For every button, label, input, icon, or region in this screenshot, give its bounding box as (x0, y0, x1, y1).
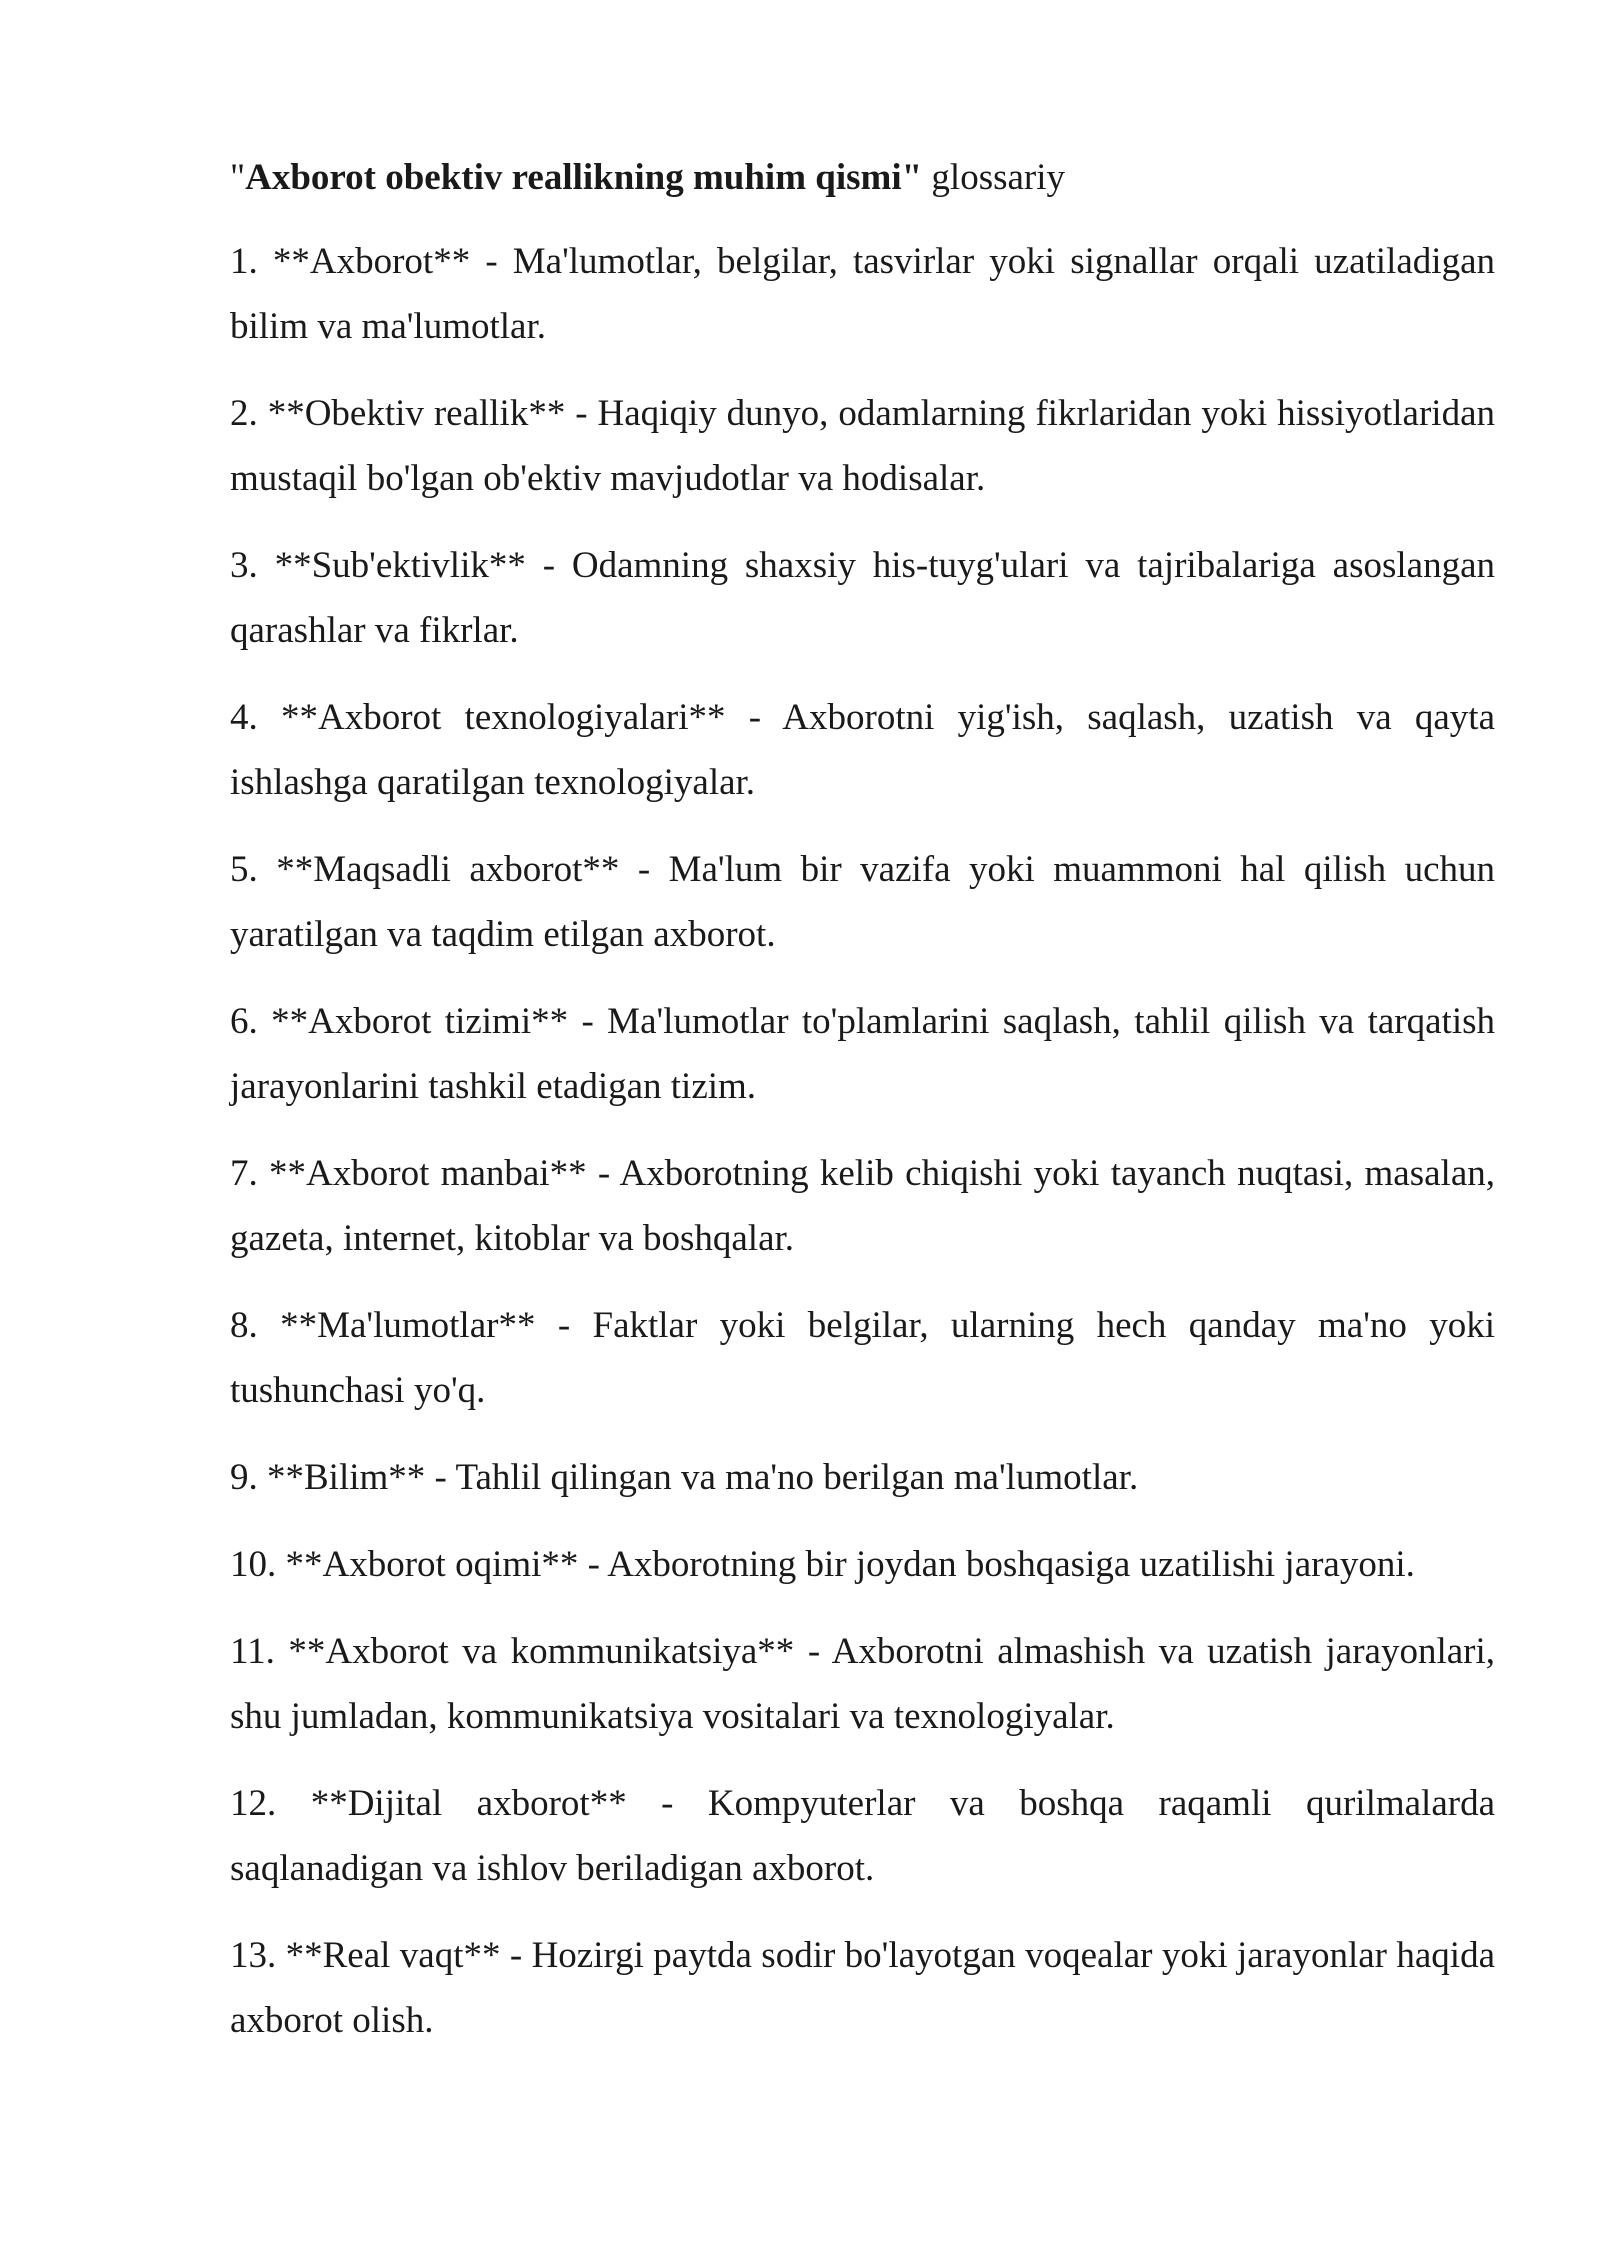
glossary-entry-6: 6. **Axborot tizimi** - Ma'lumotlar to'plamlarini saqlash, tahlil qilish va tarqatish jarayonlarini tashkil etadigan tizim. (230, 1001, 1495, 1107)
glossary-entry-3: 3. **Sub'ektivlik** - Odamning shaxsiy his-tuyg'ulari va tajribalariga asoslangan qarashlar va fikrlar. (230, 545, 1495, 651)
glossary-entry-5: 5. **Maqsadli axborot** - Ma'lum bir vazifa yoki muammoni hal qilish uchun yaratilgan va taqdim etilgan axborot. (230, 849, 1495, 955)
document-title (230, 150, 1495, 206)
glossary-entry-9: 9. **Bilim** - Tahlil qilingan va ma'no berilgan ma'lumotlar. (230, 1457, 1139, 1498)
glossary-entry-11: 11. **Axborot va kommunikatsiya** - Axborotni almashish va uzatish jarayonlari, shu jumladan, kommunikatsiya vositalari va texnologiyalar. (230, 1631, 1495, 1737)
glossary-entry-1: 1. **Axborot** - Ma'lumotlar, belgilar, tasvirlar yoki signallar orqali uzatiladigan bilim va ma'lumotlar. (230, 241, 1495, 347)
glossary-entry-12: 12. **Dijital axborot** - Kompyuterlar va boshqa raqamli qurilmalarda saqlanadigan va ishlov beriladigan axborot. (230, 1783, 1495, 1889)
document-page (230, 150, 1495, 2075)
glossary-entry-7: 7. **Axborot manbai** - Axborotning kelib chiqishi yoki tayanch nuqtasi, masalan, gazeta, internet, kitoblar va boshqalar. (230, 1153, 1495, 1259)
title-bold-text: Axborot obektiv reallikning muhim qismi" (245, 157, 923, 198)
glossary-entry-8: 8. **Ma'lumotlar** - Faktlar yoki belgilar, ularning hech qanday ma'no yoki tushunchasi yo'q. (230, 1305, 1495, 1411)
glossary-entry-10: 10. **Axborot oqimi** - Axborotning bir joydan boshqasiga uzatilishi jarayoni. (230, 1544, 1415, 1585)
glossary-entry-2: 2. **Obektiv reallik** - Haqiqiy dunyo, odamlarning fikrlaridan yoki hissiyotlaridan mustaqil bo'lgan ob'ektiv mavjudotlar va hodisalar. (230, 393, 1495, 499)
title-open-quote: " (230, 157, 246, 198)
title-suffix: glossariy (922, 157, 1066, 198)
glossary-entry-4: 4. **Axborot texnologiyalari** - Axborotni yig'ish, saqlash, uzatish va qayta ishlashga qaratilgan texnologiyalar. (230, 697, 1495, 803)
glossary-entry-13: 13. **Real vaqt** - Hozirgi paytda sodir bo'layotgan voqealar yoki jarayonlar haqida axborot olish. (230, 1935, 1495, 2041)
